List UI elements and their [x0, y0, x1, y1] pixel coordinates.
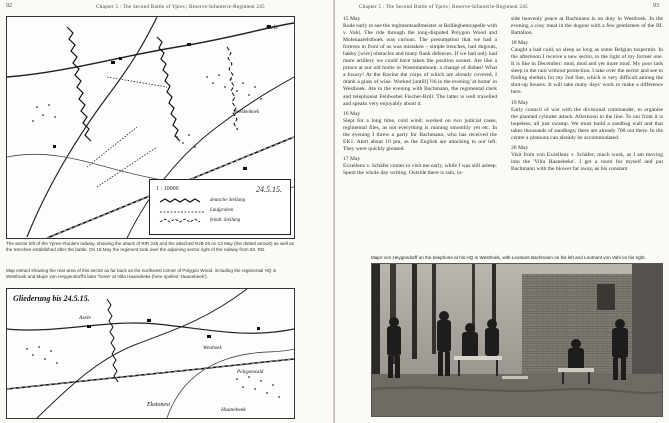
map2-label-westhoek: Westhoek — [203, 346, 222, 351]
map2-caption: Map extract showing the rear area of this sector as far back as the northwest corner of Polygon Wood, including the regimental HQ in Westhoek and Major von Heygendorff's later 'home' at Villa Haanebeke (here spelled 'Haanebeek'). — [6, 268, 277, 279]
entry-date: 17 May — [343, 155, 361, 162]
right-page-number: 93 — [653, 3, 659, 9]
left-page-number: 92 — [6, 3, 12, 9]
entry-text: Visit from von Exzellenz v. Schäfer; much work, as I am moving into the 'Villa Haanebeke'. I get a room for myself and put Bachmann with the blower far away, as his constant — [511, 151, 663, 172]
entry-text: Rode early to see the regimentsadlmeister at Rollleghemcapelle with v. Vahl. The ride through the long-disputed Polygon Wood and Molenaarelsthoek was curious. The presumption that we had a fortress in front of us was mistaken – simple trenches, bad dugouts, hakky [wire] obstacles and many flank defences. If we had only had more artillery we could have taken the position sooner. Ate like a prince at our old home in Waestdamhoek: a change of dishes! What a luxury! At the Ravine the corps of which are already covered, I drank a glass of wine. Worked [untill] ½6 in the evening 'at home' in Westhoek. Ate in the evening with Bachmann, the regimental clerk and telephonist Feldwebel Fischer-Brill. The latter is well travelled and speaks very enjoyably about it. — [343, 23, 497, 107]
map1-legend-item-3: feindl. Stellung — [210, 218, 241, 223]
trench-map-bottom — [6, 288, 295, 419]
entry-date: 20 May — [511, 144, 529, 151]
left-page — [0, 0, 334, 423]
map2-label-haanebeek: Haanebeek — [221, 407, 246, 413]
entry-text: Exzellenz v. Schäfer comes to visit me early, while I was still asleep. Spent the whole day writing. Outside there is rain, in- — [343, 162, 497, 176]
entry-date: 18 May — [511, 40, 529, 47]
map1-label-weeldenhoek: Weeldenhoek — [233, 110, 260, 115]
entry-date: 16 May — [343, 110, 361, 117]
trench-map-top — [6, 16, 295, 239]
entry-text: Slept for a long time, cold wind; worked on two judicial cases, regimental files, as not everything is running smoothly yet etc. In the evening I threw a party for Bachmann, who has received the EK1. Alert about 10 pm, as the English are attacking to our left. They were quickly greased. — [343, 117, 497, 152]
entry-date: 19 May — [511, 99, 529, 106]
map1-caption: The sector left of the Ypres–Roulers railway, showing the attack of RIR 245 and the attached RJB 26 on 13 May (the dotted arrows) as well as the trenches established after the battle. On 18 May the regiment took over the adjoining sector right of the railway from 53. RD. — [6, 241, 295, 252]
entry-text: side heavenly peace at Bachmann is on duty in Westhoek. In the evening a cosy meal in the dugout with a few gentlemen of the III. Battalion. — [511, 16, 663, 37]
hq-photograph-image — [372, 264, 662, 416]
map2-label-azele: Azele — [79, 315, 91, 321]
entry-date: 15 May — [343, 16, 361, 22]
map1-legend — [149, 179, 291, 235]
left-running-head: Chapter 5 : The Second Battle of Ypres | Reserve-Infanterie-Regiment 245 — [96, 4, 265, 10]
text-column-1 — [343, 16, 497, 177]
map1-legend-symbols — [158, 198, 206, 228]
photo-caption: Major von Heygendorff on the telephone at his HQ in Westhoek, with Leutnant Bachmann on his left and Leutnant von Vahl on his right. — [371, 255, 646, 260]
map1-label-azele: Azele — [265, 25, 278, 31]
entry-text: Caught a bad cold, so sleep as long as some Belgian taxpermit. In the afternoon I receive a new sector, to the right of my former one. It is like in December: mud, mud and yet more mud. My poor lads sleep in the rain without protection. I take over the sector and see to finding shelters for my 2nd line, which is very difficult among the shot-up houses. It will take many days' work to make a difference here. — [511, 47, 663, 96]
trench-map-bottom-drawing — [7, 289, 294, 418]
map1-scale: 1 : 10000 — [156, 186, 179, 192]
hq-photograph — [371, 263, 663, 417]
map1-legend-item-1: deutsche Stellung — [210, 198, 246, 203]
map2-label-ekstonest: Ekstonest — [147, 402, 170, 408]
entry-text: Early council of war with the divisional commander, to organise the planned cylinder attack. Afternoon in the line. To our front it is hopeless, all just swamp. We must build a sandbag wall and that takes thousands of sandbags; there are already 700 out there. In the centre a platoons can already be accommodated. — [511, 106, 663, 141]
map1-date: 24.5.15. — [256, 185, 282, 194]
map2-label-polygonwald: Polygonwald — [237, 370, 264, 375]
text-column-2 — [511, 16, 663, 173]
map1-legend-item-2: Laufgraben — [210, 208, 234, 213]
right-page — [335, 0, 669, 423]
right-running-head: Chapter 5 : The Second Battle of Ypres | Reserve-Infanterie-Regiment 245 — [359, 4, 528, 10]
map2-title: Gliederung bis 24.5.15. — [13, 294, 90, 303]
